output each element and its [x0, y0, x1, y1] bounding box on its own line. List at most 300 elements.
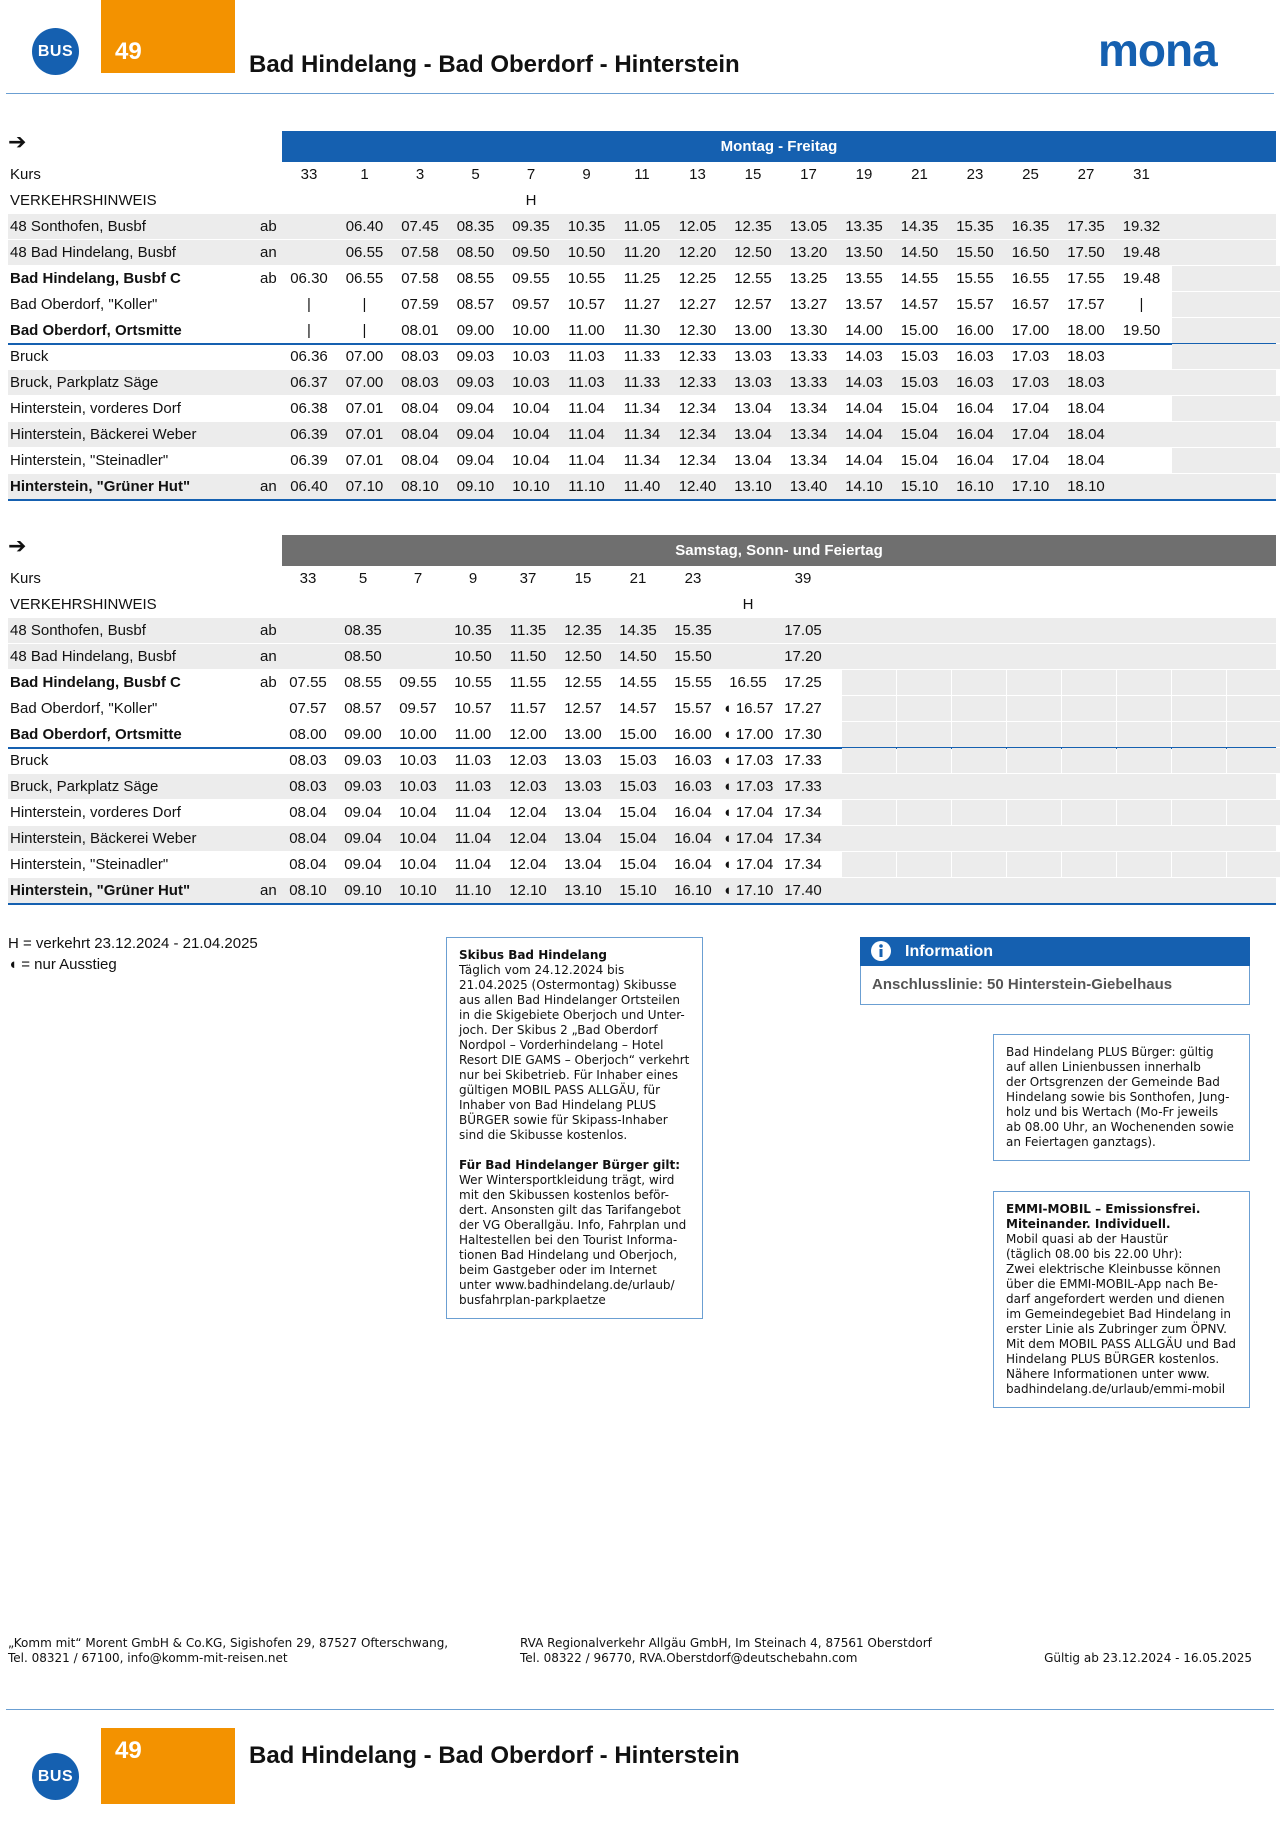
stop-row	[8, 852, 1276, 878]
departure-time: 12.57	[564, 700, 602, 717]
kurs-number: 13	[689, 166, 706, 183]
departure-time: 15.55	[674, 674, 712, 691]
column-shade	[1172, 800, 1226, 825]
column-shade	[1226, 266, 1280, 291]
departure-time: 11.04	[568, 400, 605, 417]
departure-time: 09.04	[344, 804, 382, 821]
departure-time: 14.04	[845, 426, 883, 443]
departure-time: 07.45	[401, 218, 439, 235]
stop-name: Bad Hindelang, Busbf C	[10, 270, 181, 287]
departure-time: 15.50	[674, 648, 712, 665]
column-shade	[1007, 748, 1061, 773]
verkehrshinweis-mark	[1059, 188, 1113, 214]
departure-time: 12.50	[564, 648, 602, 665]
departure-time: 12.27	[678, 296, 717, 313]
departure-time	[281, 644, 335, 670]
column-shade	[1062, 722, 1116, 747]
departure-time: 11.03	[568, 348, 605, 365]
departure-time: 10.10	[399, 882, 437, 899]
departure-time: 12.57	[734, 296, 772, 313]
departure-time	[721, 644, 775, 670]
stop-row	[8, 618, 1276, 644]
skibus-title: Skibus Bad Hindelang	[459, 948, 607, 962]
column-shade	[952, 852, 1006, 877]
stop-name: Hinterstein, vorderes Dorf	[10, 400, 181, 417]
column-shade	[1062, 670, 1116, 695]
column-shade	[1117, 852, 1171, 877]
kurs-row	[8, 566, 1276, 592]
kurs-label: Kurs	[10, 570, 41, 587]
kurs-number: 11	[634, 166, 650, 183]
verkehrshinweis-mark	[776, 592, 830, 618]
departure-time: 15.50	[956, 244, 994, 261]
departure-time: 10.04	[512, 426, 550, 443]
emmi-text: Mobil quasi ab der Haustür (täglich 08.00 bis 22.00 Uhr): Zwei elektrische Kleinbusse können über die EMMI-MOBIL-App nach Be- darf angefordert werden und dienen im Gemeindegebiet Bad Hindelang in erster Linie als Zubringer zum ÖPNV. Mit dem MOBIL PASS ALLGÄU und Bad Hindelang PLUS BÜRGER kostenlos. Nähere Informationen unter www. badhindelang.de/urlaub/emmi-mobil	[1006, 1232, 1237, 1396]
departure-time: ◖ 16.57	[722, 700, 774, 717]
departure-time: 09.00	[344, 726, 382, 743]
column-shade	[1117, 748, 1171, 773]
column-shade	[1172, 696, 1226, 721]
departure-time: 18.04	[1067, 426, 1105, 443]
departure-time: 16.00	[956, 322, 994, 339]
departure-time: 13.04	[564, 830, 602, 847]
departure-time: 12.00	[509, 726, 547, 743]
departure-time: 14.55	[619, 674, 657, 691]
departure-time: 13.04	[564, 804, 602, 821]
departure-time: 13.03	[564, 752, 602, 769]
departure-time	[391, 644, 445, 670]
column-shade	[842, 722, 896, 747]
weekend-timetable	[8, 535, 1276, 905]
departure-time: 06.40	[290, 478, 328, 495]
departure-time: 13.34	[789, 400, 828, 417]
kurs-number: 15	[574, 570, 592, 587]
skibus-box	[446, 937, 703, 1319]
stop-row	[8, 214, 1276, 240]
departure-time: 11.04	[454, 804, 492, 821]
kurs-number: 33	[300, 166, 318, 183]
departure-time: ◖ 17.04	[722, 830, 774, 847]
departure-time: 06.39	[290, 452, 328, 469]
departure-time: 11.30	[623, 322, 661, 339]
column-shade	[1227, 852, 1280, 877]
departure-time: 06.38	[290, 400, 328, 417]
departure-time: 10.04	[399, 804, 437, 821]
verkehrshinweis-mark	[782, 188, 836, 214]
departure-time: 17.00	[1011, 322, 1050, 339]
departure-time: 12.50	[734, 244, 772, 261]
departure-time: 13.04	[734, 452, 772, 469]
column-shade	[842, 852, 896, 877]
stop-row	[8, 344, 1276, 370]
legend-h: H = verkehrt 23.12.2024 - 21.04.2025	[8, 935, 258, 952]
departure-time: 14.03	[845, 348, 883, 365]
departure-time: 15.55	[956, 270, 994, 287]
departure-time: |	[362, 296, 367, 313]
kurs-number: 31	[1133, 166, 1150, 183]
departure-time: 07.00	[345, 348, 384, 365]
stop-row	[8, 878, 1276, 904]
departure-time: 11.33	[623, 374, 661, 391]
departure-time: 16.50	[1011, 244, 1050, 261]
departure-time: 09.04	[456, 452, 495, 469]
column-shade	[842, 748, 896, 773]
column-shade	[1226, 448, 1280, 473]
departure-time: 09.03	[456, 374, 495, 391]
departure-time: 17.04	[1011, 400, 1050, 417]
departure-time: 11.00	[454, 726, 492, 743]
departure-time	[1115, 422, 1169, 448]
departure-time: 10.04	[399, 830, 437, 847]
departure-time: 12.05	[678, 218, 717, 235]
departure-time: 11.27	[623, 296, 661, 313]
stop-name: 48 Sonthofen, Busbf	[10, 622, 146, 639]
departure-time: 11.05	[623, 218, 661, 235]
verkehrshinweis-mark	[948, 188, 1002, 214]
departure-time: 14.57	[619, 700, 657, 717]
departure-time: 10.04	[512, 400, 550, 417]
departure-time: 09.03	[456, 348, 495, 365]
departure-time: 12.04	[509, 804, 547, 821]
departure-time: 10.10	[512, 478, 550, 495]
departure-time: 12.30	[678, 322, 717, 339]
footer-company2-contact: Tel. 08322 / 96770, RVA.Oberstdorf@deutschebahn.com	[520, 1651, 858, 1665]
departure-time: 11.55	[509, 674, 547, 691]
line-number-block	[101, 1728, 235, 1804]
departure-time: 15.03	[900, 374, 939, 391]
column-shade	[1117, 696, 1171, 721]
departure-time	[721, 618, 775, 644]
kurs-number	[721, 566, 775, 592]
stop-direction: ab	[260, 674, 277, 691]
verkehrshinweis-mark	[282, 188, 336, 214]
departure-time: 12.33	[678, 374, 717, 391]
stop-direction: an	[260, 244, 277, 261]
departure-time: 11.33	[623, 348, 661, 365]
departure-time: 11.04	[454, 830, 492, 847]
column-shade	[1062, 852, 1116, 877]
departure-time: 15.04	[900, 452, 939, 469]
departure-time: 16.55	[729, 674, 767, 691]
table-bottom-rule	[8, 903, 1276, 905]
kurs-number: 23	[684, 570, 702, 587]
departure-time: 12.40	[678, 478, 717, 495]
departure-time: 07.01	[345, 426, 384, 443]
stop-direction: an	[260, 478, 277, 495]
footer-company1	[8, 1636, 448, 1666]
departure-time: 11.04	[568, 452, 605, 469]
departure-time	[282, 240, 336, 266]
departure-time: 08.04	[401, 400, 439, 417]
header-rule	[6, 93, 1274, 94]
departure-time: 08.03	[401, 348, 439, 365]
departure-time: 10.55	[454, 674, 492, 691]
info-icon	[870, 940, 892, 962]
departure-time: 10.03	[512, 348, 550, 365]
departure-time: 13.05	[789, 218, 828, 235]
column-shade	[1007, 722, 1061, 747]
departure-time: 10.03	[512, 374, 550, 391]
stop-name: 48 Sonthofen, Busbf	[10, 218, 146, 235]
weekday-band: Montag - Freitag	[282, 131, 1276, 162]
stop-name: Bad Oberdorf, Ortsmitte	[10, 322, 182, 339]
departure-time: |	[362, 322, 367, 339]
departure-time: 16.04	[674, 830, 712, 847]
verkehrshinweis-mark	[1115, 188, 1169, 214]
departure-time: 12.55	[564, 674, 602, 691]
footer-validity: Gültig ab 23.12.2024 - 16.05.2025	[1044, 1651, 1252, 1665]
column-shade	[1227, 722, 1280, 747]
departure-time: 09.03	[344, 752, 382, 769]
kurs-number: 25	[1022, 166, 1039, 183]
skibus-text: Täglich vom 24.12.2024 bis 21.04.2025 (Ostermontag) Skibusse aus allen Bad Hindelanger Ortsteilen in die Skigebiete Oberjoch und Unter- joch. Der Skibus 2 „Bad Oberdorf Nordpol – Vorderhindelang – Hotel Resort DIE GAMS – Oberjoch“ verkehrt nur bei Skibetrieb. Für Inhaber eines gültigen MOBIL PASS ALLGÄU, für Inhaber von Bad Hindelang PLUS BÜRGER sowie für Skipass-Inhaber sind die Skibusse kostenlos.	[459, 963, 690, 1142]
verkehrshinweis-mark	[393, 188, 447, 214]
page-title: Bad Hindelang - Bad Oberdorf - Hinterstein	[249, 1742, 740, 1769]
column-shade	[1117, 722, 1171, 747]
departure-time: 11.03	[454, 752, 492, 769]
departure-time: 06.30	[290, 270, 328, 287]
departure-time: 08.57	[456, 296, 495, 313]
stop-row	[8, 396, 1276, 422]
column-shade	[1007, 800, 1061, 825]
column-shade	[842, 670, 896, 695]
information-header	[860, 937, 1250, 966]
departure-time: 11.04	[568, 426, 605, 443]
departure-time: 13.57	[845, 296, 883, 313]
departure-time: 16.03	[674, 778, 712, 795]
line-number: 49	[115, 38, 142, 65]
departure-time: 13.04	[564, 856, 602, 873]
departure-time: 13.25	[789, 270, 828, 287]
departure-time: 14.04	[845, 400, 883, 417]
stop-name: Bruck, Parkplatz Säge	[10, 778, 159, 795]
stop-name: 48 Bad Hindelang, Busbf	[10, 648, 176, 665]
departure-time: 12.03	[509, 778, 547, 795]
departure-time: 18.03	[1067, 348, 1105, 365]
verkehrshinweis-mark	[611, 592, 665, 618]
stop-name: Bad Oberdorf, "Koller"	[10, 700, 158, 717]
stop-direction: an	[260, 648, 277, 665]
table-bottom-rule	[8, 499, 1276, 501]
column-shade	[1227, 800, 1280, 825]
kurs-number: 9	[468, 570, 478, 587]
column-shade	[1117, 800, 1171, 825]
column-shade	[1062, 748, 1116, 773]
departure-time: 11.34	[623, 400, 661, 417]
departure-time: 10.03	[399, 752, 437, 769]
departure-time: 14.35	[619, 622, 657, 639]
departure-time: 18.04	[1067, 452, 1105, 469]
verkehrshinweis-mark: H	[525, 192, 537, 209]
departure-time: 09.03	[344, 778, 382, 795]
departure-time: 13.04	[734, 426, 772, 443]
departure-time: 10.04	[512, 452, 550, 469]
departure-time: ◖ 17.03	[722, 778, 774, 795]
kurs-number: 19	[855, 166, 873, 183]
verkehrshinweis-mark	[391, 592, 445, 618]
departure-time: 15.04	[900, 426, 939, 443]
departure-time: 15.00	[900, 322, 939, 339]
departure-time: 16.10	[674, 882, 712, 899]
departure-time: 13.33	[789, 374, 828, 391]
departure-time: 07.00	[345, 374, 384, 391]
departure-time: 15.04	[900, 400, 939, 417]
departure-time: 12.04	[509, 830, 547, 847]
bus-badge: BUS	[32, 1753, 79, 1800]
departure-time: 14.35	[900, 218, 939, 235]
departure-time: 13.34	[789, 452, 828, 469]
verkehrshinweis-mark	[893, 188, 947, 214]
emmi-mobil-box	[993, 1191, 1250, 1408]
departure-time	[1115, 448, 1169, 474]
kurs-number: 17	[800, 166, 817, 183]
verkehrshinweis-mark	[837, 188, 891, 214]
departure-time: ◖ 17.03	[722, 752, 774, 769]
verkehrshinweis-mark: H	[742, 596, 754, 613]
departure-time: 08.55	[344, 674, 382, 691]
departure-time: 09.10	[456, 478, 495, 495]
kurs-number: 7	[413, 570, 423, 587]
departure-time: 08.50	[456, 244, 495, 261]
departure-time: 07.55	[289, 674, 327, 691]
departure-time	[281, 618, 335, 644]
departure-time: 15.04	[619, 804, 657, 821]
column-shade	[1172, 292, 1226, 317]
departure-time: ◖ 17.04	[722, 856, 774, 873]
column-shade	[842, 696, 896, 721]
column-shade	[1227, 670, 1280, 695]
departure-time: 16.04	[956, 400, 994, 417]
stop-row	[8, 422, 1276, 448]
departure-time: ◖ 17.00	[722, 726, 774, 743]
departure-time: 08.10	[289, 882, 327, 899]
column-shade	[1172, 852, 1226, 877]
mona-logo	[1098, 24, 1248, 74]
column-shade	[1172, 344, 1226, 369]
departure-time: 09.57	[399, 700, 437, 717]
departure-time: 17.33	[784, 752, 822, 769]
stop-name: Bad Oberdorf, Ortsmitte	[10, 726, 182, 743]
verkehrshinweis-row	[8, 592, 1276, 618]
departure-time: 11.34	[623, 452, 661, 469]
column-shade	[1062, 800, 1116, 825]
departure-time: 08.04	[289, 830, 327, 847]
departure-time: 12.10	[509, 882, 547, 899]
column-shade	[897, 722, 951, 747]
departure-time: 14.57	[900, 296, 939, 313]
departure-time: 15.57	[674, 700, 712, 717]
departure-time: 08.00	[289, 726, 327, 743]
stop-name: Bruck	[10, 752, 49, 769]
departure-time: 06.55	[345, 244, 384, 261]
departure-time	[1115, 396, 1169, 422]
departure-time	[282, 214, 336, 240]
departure-time: 12.03	[509, 752, 547, 769]
stop-row	[8, 774, 1276, 800]
kurs-number: 21	[629, 570, 647, 587]
column-shade	[1172, 670, 1226, 695]
departure-time: 13.35	[845, 218, 883, 235]
departure-time: 09.35	[512, 218, 550, 235]
stop-row	[8, 800, 1276, 826]
departure-time: 07.58	[401, 270, 439, 287]
departure-time: 16.03	[956, 374, 994, 391]
departure-time: 17.30	[784, 726, 822, 743]
stop-name: Hinterstein, Bäckerei Weber	[10, 830, 197, 847]
verkehrshinweis-label: VERKEHRSHINWEIS	[10, 192, 157, 209]
weekend-band: Samstag, Sonn- und Feiertag	[282, 535, 1276, 566]
departure-time: 08.50	[344, 648, 382, 665]
departure-time: 14.03	[845, 374, 883, 391]
departure-time: 11.40	[623, 478, 661, 495]
departure-time: 17.33	[784, 778, 822, 795]
kurs-number: 9	[582, 166, 591, 183]
column-shade	[952, 748, 1006, 773]
departure-time: 13.33	[789, 348, 828, 365]
column-shade	[1227, 748, 1280, 773]
departure-time: 16.03	[674, 752, 712, 769]
verkehrshinweis-mark	[671, 188, 725, 214]
departure-time: 12.25	[678, 270, 717, 287]
departure-time: 15.04	[619, 830, 657, 847]
column-shade	[897, 852, 951, 877]
stop-direction: ab	[260, 218, 277, 235]
departure-time: 11.10	[454, 882, 492, 899]
departure-time: |	[1139, 296, 1144, 313]
departure-time: 09.55	[512, 270, 550, 287]
departure-time: 06.37	[290, 374, 328, 391]
departure-time: 15.10	[619, 882, 657, 899]
footer-company2	[520, 1636, 932, 1666]
column-shade	[952, 670, 1006, 695]
departure-time: 17.55	[1067, 270, 1105, 287]
departure-time: 18.03	[1067, 374, 1105, 391]
departure-time: 13.10	[564, 882, 602, 899]
departure-time: 07.10	[345, 478, 384, 495]
departure-time: 08.03	[289, 778, 327, 795]
plus-buerger-box	[993, 1034, 1250, 1161]
kurs-number: 15	[744, 166, 762, 183]
departure-time: 13.00	[564, 726, 602, 743]
departure-time: 12.34	[678, 400, 717, 417]
departure-time: 10.55	[567, 270, 606, 287]
page-title: Bad Hindelang - Bad Oberdorf - Hinterstein	[249, 51, 740, 78]
stop-row	[8, 696, 1276, 722]
departure-time: 18.00	[1067, 322, 1105, 339]
column-shade	[952, 696, 1006, 721]
kurs-row	[8, 162, 1276, 188]
departure-time: 17.57	[1067, 296, 1105, 313]
departure-time: 08.35	[456, 218, 495, 235]
departure-time: 09.10	[344, 882, 382, 899]
departure-time: 11.25	[623, 270, 661, 287]
departure-time: 16.03	[956, 348, 994, 365]
departure-time: 08.04	[401, 426, 439, 443]
departure-time: 11.03	[454, 778, 492, 795]
verkehrshinweis-mark	[336, 592, 390, 618]
departure-time: 13.30	[789, 322, 828, 339]
departure-time: 08.04	[289, 856, 327, 873]
column-shade	[1007, 852, 1061, 877]
departure-time: 12.34	[678, 452, 717, 469]
departure-time: 10.57	[454, 700, 492, 717]
departure-time: 09.04	[344, 856, 382, 873]
departure-time: 09.04	[344, 830, 382, 847]
verkehrshinweis-mark	[281, 592, 335, 618]
departure-time: 14.04	[845, 452, 883, 469]
departure-time: 18.10	[1067, 478, 1105, 495]
column-shade	[897, 748, 951, 773]
